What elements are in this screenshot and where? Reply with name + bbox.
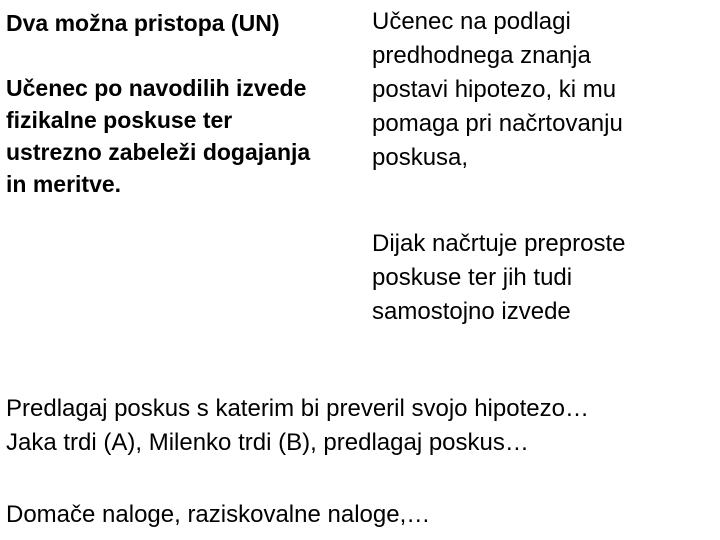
left-body-line-1: Učenec po navodilih izvede: [6, 75, 307, 101]
right-p2-line-2: poskuse ter jih tudi: [372, 264, 573, 291]
left-column-title: [6, 6, 346, 40]
right-column-paragraph-2: [372, 227, 702, 329]
bottom-p1-line-2: Jaka trdi (A), Milenko trdi (B), predlagaj poskus…: [6, 429, 529, 456]
right-p2-line-3: samostojno izvede: [372, 298, 571, 325]
bottom-paragraph-1: [6, 392, 706, 460]
left-body-line-3: ustrezno zabeleži dogajanja: [6, 139, 311, 165]
bottom-p2-text: Domače naloge, raziskovalne naloge,…: [6, 501, 431, 528]
right-column-paragraph-1: [372, 5, 702, 175]
left-body-line-2: fizikalne poskuse ter: [6, 107, 233, 133]
left-body-line-4: in meritve.: [6, 171, 122, 197]
right-p1-line-5: poskusa,: [372, 144, 469, 171]
left-title-text: Dva možna pristopa (UN): [6, 10, 280, 36]
bottom-p1-line-1: Predlagaj poskus s katerim bi preveril svojo hipotezo…: [6, 395, 589, 422]
right-p1-line-2: predhodnega znanja: [372, 42, 591, 69]
right-p1-line-1: Učenec na podlagi: [372, 8, 571, 35]
right-p1-line-3: postavi hipotezo, ki mu: [372, 76, 617, 103]
right-p2-line-1: Dijak načrtuje preproste: [372, 230, 626, 257]
right-p1-line-4: pomaga pri načrtovanju: [372, 110, 623, 137]
bottom-paragraph-2: [6, 498, 706, 532]
left-column-description: [6, 72, 346, 200]
